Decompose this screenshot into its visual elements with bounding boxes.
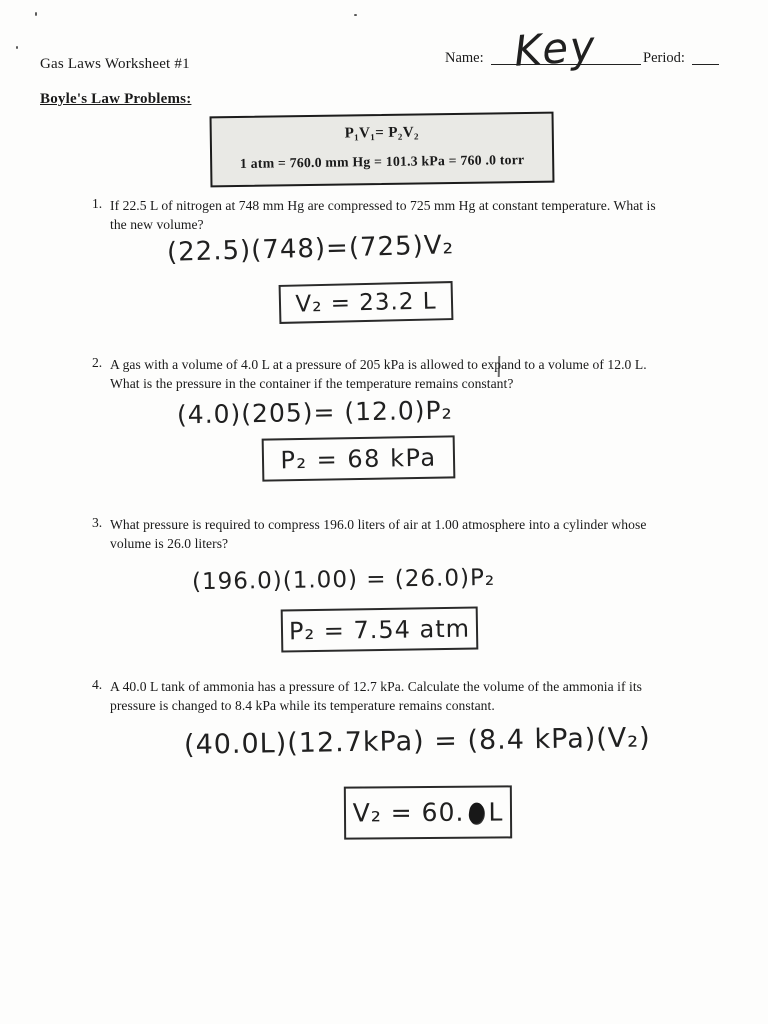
problem-number: 2.	[92, 355, 103, 370]
problem-text-line: What pressure is required to compress 196.0 liters of air at 1.00 atmosphere into a cylinder whose	[110, 517, 647, 532]
name-label: Name:	[445, 50, 484, 66]
problem-text-line: A gas with a volume of 4.0 L at a pressure of 205 kPa is allowed to expand to a volume of 12.0 L.	[110, 357, 647, 372]
answer-text: V₂ = 60.	[352, 797, 465, 828]
problem-3	[92, 515, 740, 553]
worksheet-title: Gas Laws Worksheet #1	[40, 56, 190, 72]
handwritten-name: Key	[512, 21, 599, 76]
answer-text: P₂ = 68 kPa	[280, 443, 437, 474]
formula-box	[210, 112, 555, 188]
problem-text-line: If 22.5 L of nitrogen at 748 mm Hg are compressed to 725 mm Hg at constant temperature. What is	[110, 198, 656, 213]
problem-text	[110, 515, 646, 553]
answer-text: V₂ = 23.2 L	[295, 287, 437, 318]
problem-text-line: pressure is changed to 8.4 kPa while its temperature remains constant.	[110, 698, 495, 713]
problem-number: 4.	[92, 677, 103, 692]
section-heading: Boyle's Law Problems:	[40, 91, 192, 107]
answer-box-4	[344, 785, 512, 839]
problem-text	[110, 355, 647, 393]
answer-box-1	[279, 281, 454, 324]
problem-1	[92, 196, 740, 234]
scribble-mark	[468, 802, 486, 825]
answer-text: P₂ = 7.54 atm	[288, 614, 471, 645]
boyles-law-equation: P₁V₁= P₂V₂	[344, 124, 420, 142]
problem-text-line: volume is 26.0 liters?	[110, 536, 229, 551]
problem-text-line: A 40.0 L tank of ammonia has a pressure of 12.7 kPa. Calculate the volume of the ammonia if its	[110, 679, 643, 694]
pressure-conversions: 1 atm = 760.0 mm Hg = 101.3 kPa = 760 .0 torr	[239, 152, 525, 171]
problem-text	[110, 677, 642, 715]
work-equation-1: (22.5)(748)=(725)V₂	[166, 230, 455, 268]
work-equation-4: (40.0L)(12.7kPa) = (8.4 kPa)(V₂)	[183, 722, 651, 761]
answer-text: L	[488, 797, 504, 827]
period-label: Period:	[643, 50, 685, 66]
answer-box-2	[262, 435, 456, 481]
problem-text-line: the new volume?	[110, 217, 204, 232]
problem-2	[92, 355, 740, 393]
answer-box-3	[281, 606, 479, 652]
ink-speck	[16, 46, 18, 49]
ink-speck	[354, 14, 357, 16]
work-equation-2: (4.0)(205)= (12.0)P₂	[176, 395, 453, 430]
problem-text	[110, 196, 656, 234]
problem-4	[92, 677, 740, 715]
problem-number: 1.	[92, 196, 103, 211]
problem-number: 3.	[92, 515, 103, 530]
problem-text-line: What is the pressure in the container if the temperature remains constant?	[110, 376, 514, 391]
period-blank-line	[692, 64, 719, 65]
work-equation-3: (196.0)(1.00) = (26.0)P₂	[191, 564, 496, 596]
ink-speck	[35, 12, 37, 16]
